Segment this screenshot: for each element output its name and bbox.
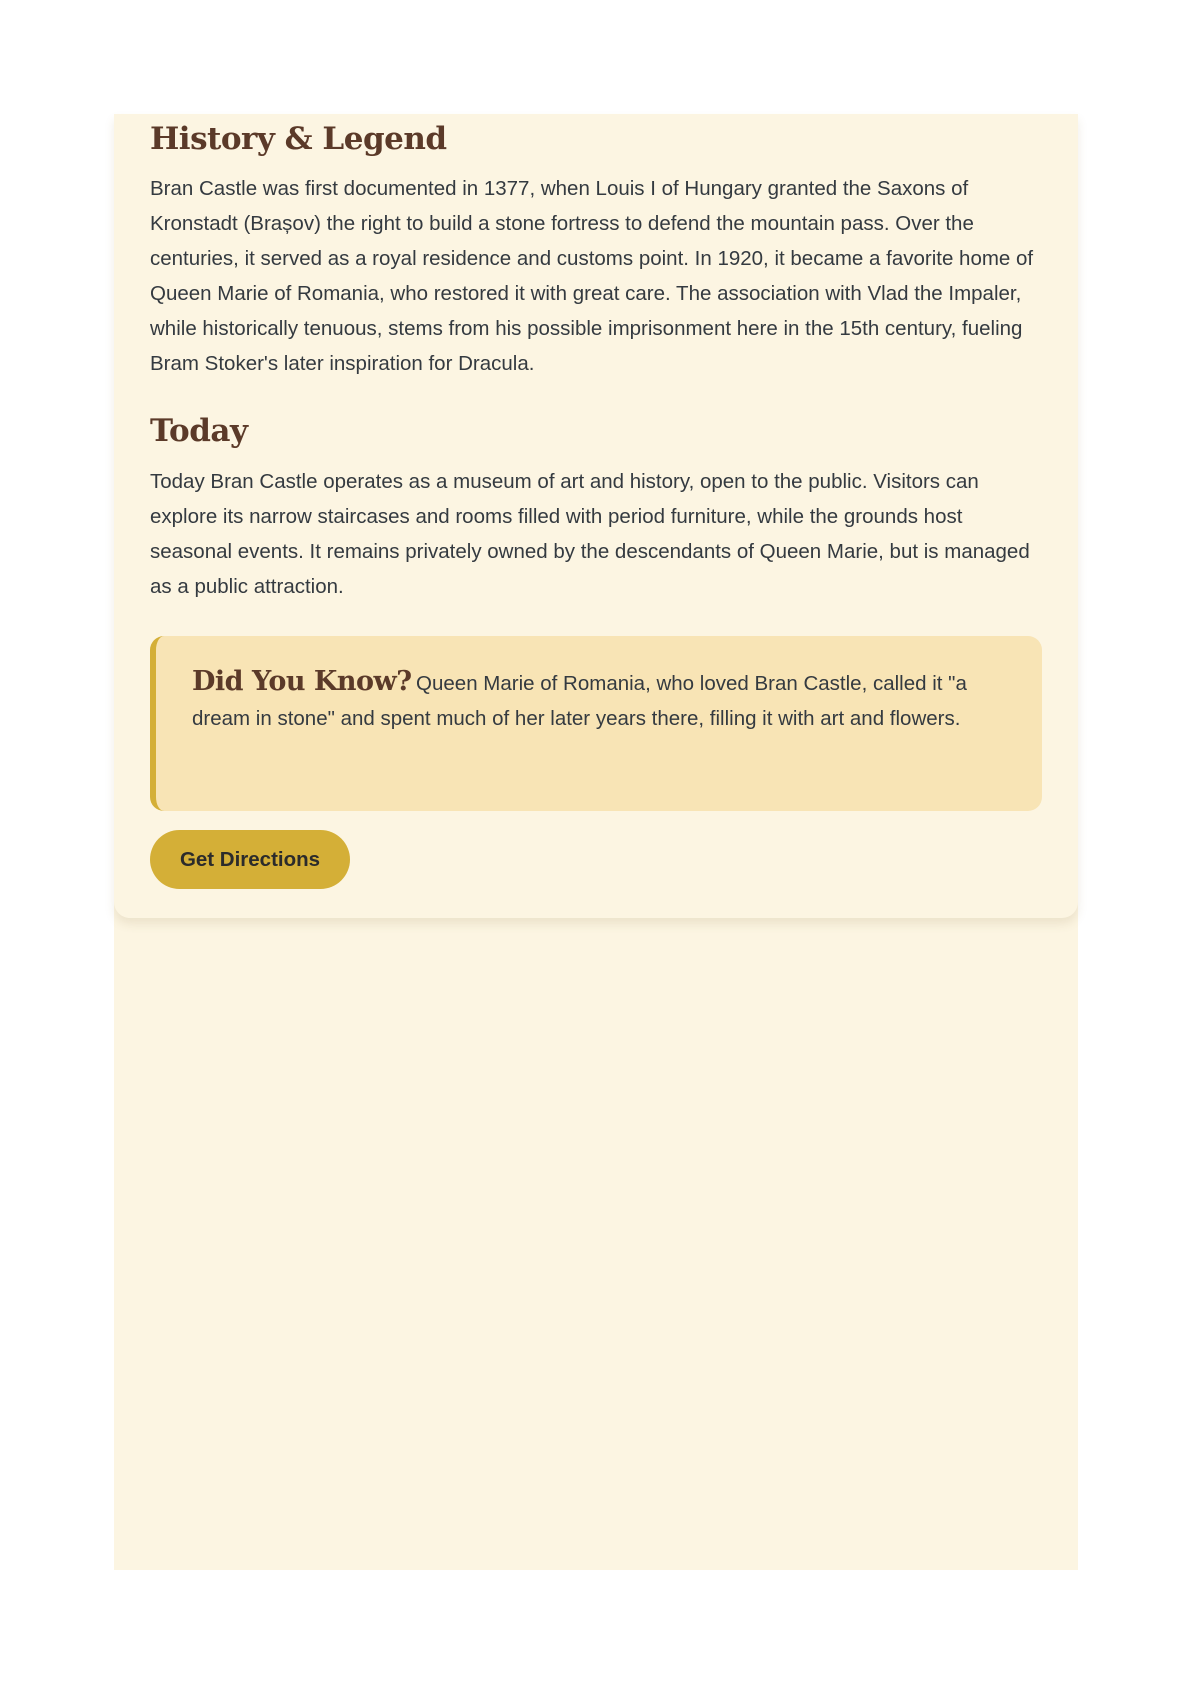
page-background xyxy=(114,114,1078,1570)
history-heading: History & Legend xyxy=(150,121,447,157)
did-you-know-callout xyxy=(150,636,1042,811)
content-card xyxy=(114,114,1078,918)
today-paragraph: Today Bran Castle operates as a museum of art and history, open to the public. Visitors can explore its narrow staircases and rooms filled with period furniture, while the grounds host seasonal events. It remains privately owned by the descendants of Queen Marie, but is managed as a public attraction. xyxy=(150,470,1030,598)
callout-body xyxy=(192,666,992,736)
today-heading: Today xyxy=(150,413,248,449)
callout-title: Did You Know? xyxy=(192,666,412,697)
history-paragraph: Bran Castle was first documented in 1377, when Louis I of Hungary granted the Saxons of Kronstadt (Brașov) the right to build a stone fortress to defend the mountain pass. Over the centuries, it served as a royal residence and customs point. In 1920, it became a favorite home of Queen Marie of Romania, who restored it with great care. The association with Vlad the Impaler, while historically tenuous, stems from his possible imprisonment here in the 15th century, fueling Bram Stoker's later inspiration for Dracula. xyxy=(150,177,1034,375)
callout-text: Queen Marie of Romania, who loved Bran Castle, called it "a dream in stone" and spent much of her later years there, filling it with art and flowers. xyxy=(192,672,967,730)
get-directions-button[interactable]: Get Directions xyxy=(150,830,350,889)
